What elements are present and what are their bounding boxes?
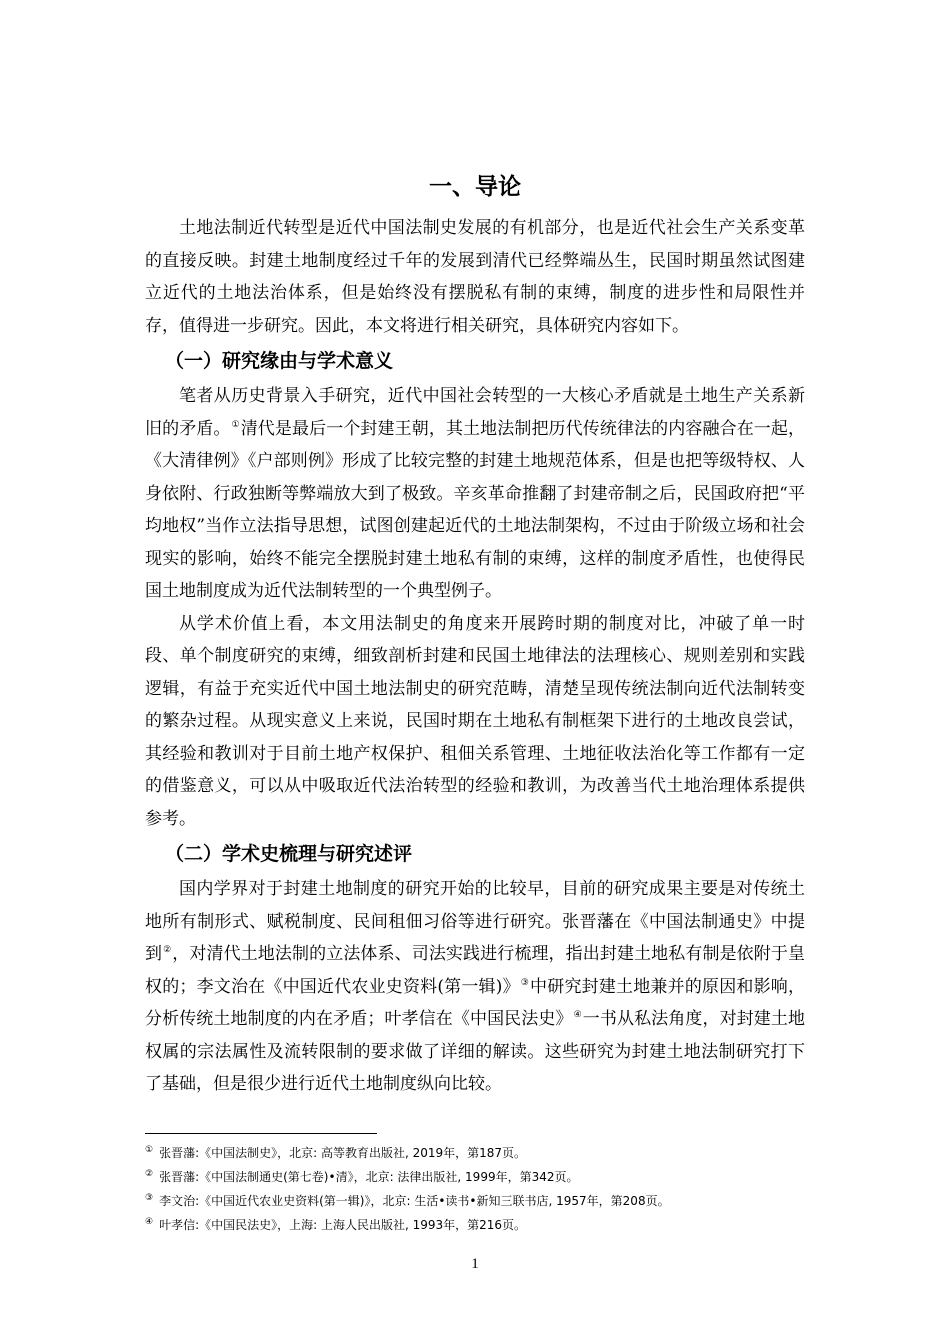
text-run: 清代是最后一个封建王朝，其土地法制把历代传统律法的内容融合在一起，《大清律例》《户部则例》形成了比较完整的封建土地规范体系，但是也把等级特权、人身依附、行政独断等弊端放大到了极致。辛亥革命推翻了封建帝制之后，民国政府把“平均地权”当作立法指导思想，试图创建起近代的土地法制架构，不过由于阶级立场和社会现实的影响，始终不能完全摆脱封建土地私有制的束缚，这样的制度矛盾性，也使得民国土地制度成为近代法制转型的一个典型例子。 <box>145 418 806 601</box>
footnote-text: 张晋藩:《中国法制史》，北京: 高等教育出版社, 2019年，第187页。 <box>159 1146 527 1160</box>
section-1-paragraph-2: 从学术价值上看，本文用法制史的角度来开展跨时期的制度对比，冲破了单一时段、单个制度研究的束缚，细致剖析封建和民国土地律法的法理核心、规则差别和实践逻辑，有益于充实近代中国土地法制史的研究范畴，清楚呈现传统法制向近代法制转变的繁杂过程。从现实意义上来说，民国时期在土地私有制框架下进行的土地改良尝试，其经验和教训对于目前土地产权保护、租佃关系管理、土地征收法治化等工作都有一定的借鉴意义，可以从中吸取近代法治转型的经验和教训，为改善当代土地治理体系提供参考。 <box>145 613 805 829</box>
text-run: 中研究封建土地兼并的原因和影响，分析传统土地制度的内在矛盾；叶孝信在《中国民法史》 <box>145 976 805 1029</box>
text-run: 笔者从历史背景入手研究，近代中国社会转型的一大核心矛盾就是土地生产关系新旧的矛盾。 <box>145 386 805 439</box>
footnote-ref-4[interactable]: ④ <box>573 1010 582 1021</box>
footnote-text: 叶孝信:《中国民法史》，上海: 上海人民出版社, 1993年，第216页。 <box>159 1218 527 1232</box>
footnote-1 <box>145 1141 825 1165</box>
footnote-mark: ③ <box>145 1193 154 1203</box>
chapter-title: 一、导论 <box>429 174 521 200</box>
main-content <box>145 168 805 1101</box>
footnote-3 <box>145 1189 825 1213</box>
footnote-ref-1[interactable]: ① <box>231 419 240 430</box>
footnote-ref-2[interactable]: ② <box>163 945 172 956</box>
section-1-paragraph-1 <box>145 380 805 608</box>
footnote-text: 张晋藩:《中国法制通史(第七卷)•清》，北京: 法律出版社, 1999年，第342页。 <box>159 1170 579 1184</box>
footnote-mark: ② <box>145 1169 154 1179</box>
footnote-text: 李文治:《中国近代农业史资料(第一辑)》，北京: 生活•读书•新知三联书店, 1957年，第208页。 <box>159 1194 670 1208</box>
footnote-mark: ④ <box>145 1217 154 1227</box>
text-run: 一书从私法角度，对封建土地权属的宗法属性及流转限制的要求做了详细的解读。这些研究为封建土地法制研究打下了基础，但是很少进行近代土地制度纵向比较。 <box>145 1009 806 1094</box>
footnote-separator <box>145 1133 377 1134</box>
footnote-ref-3[interactable]: ③ <box>520 977 530 988</box>
footnote-2 <box>145 1165 825 1189</box>
footnote-mark: ① <box>145 1145 154 1155</box>
section-2-title: （二）学术史梳理与研究述评 <box>165 843 413 865</box>
intro-paragraph: 土地法制近代转型是近代中国法制史发展的有机部分，也是近代社会生产关系变革的直接反映。封建土地制度经过千年的发展到清代已经弊端丛生，民国时期虽然试图建立近代的土地法治体系，但是始终没有摆脱私有制的束缚，制度的进步性和局限性并存，值得进一步研究。因此，本文将进行相关研究，具体研究内容如下。 <box>145 218 805 336</box>
footnote-4 <box>145 1213 825 1237</box>
text-run: ，对清代土地法制的立法体系、司法实践进行梳理，指出封建土地私有制是依附于皇权的；李文治在《中国近代农业史资料(第一辑)》 <box>145 944 805 997</box>
text-run: 国内学界对于封建土地制度的研究开始的比较早，目前的研究成果主要是对传统土地所有制形式、赋税制度、民间租佃习俗等进行研究。张晋藩在《中国法制通史》中提到 <box>145 879 805 964</box>
section-1-title: （一）研究缘由与学术意义 <box>165 350 394 372</box>
footnotes <box>145 1141 825 1237</box>
page-number: 1 <box>471 1256 479 1272</box>
section-2-paragraph-1 <box>145 873 805 1101</box>
